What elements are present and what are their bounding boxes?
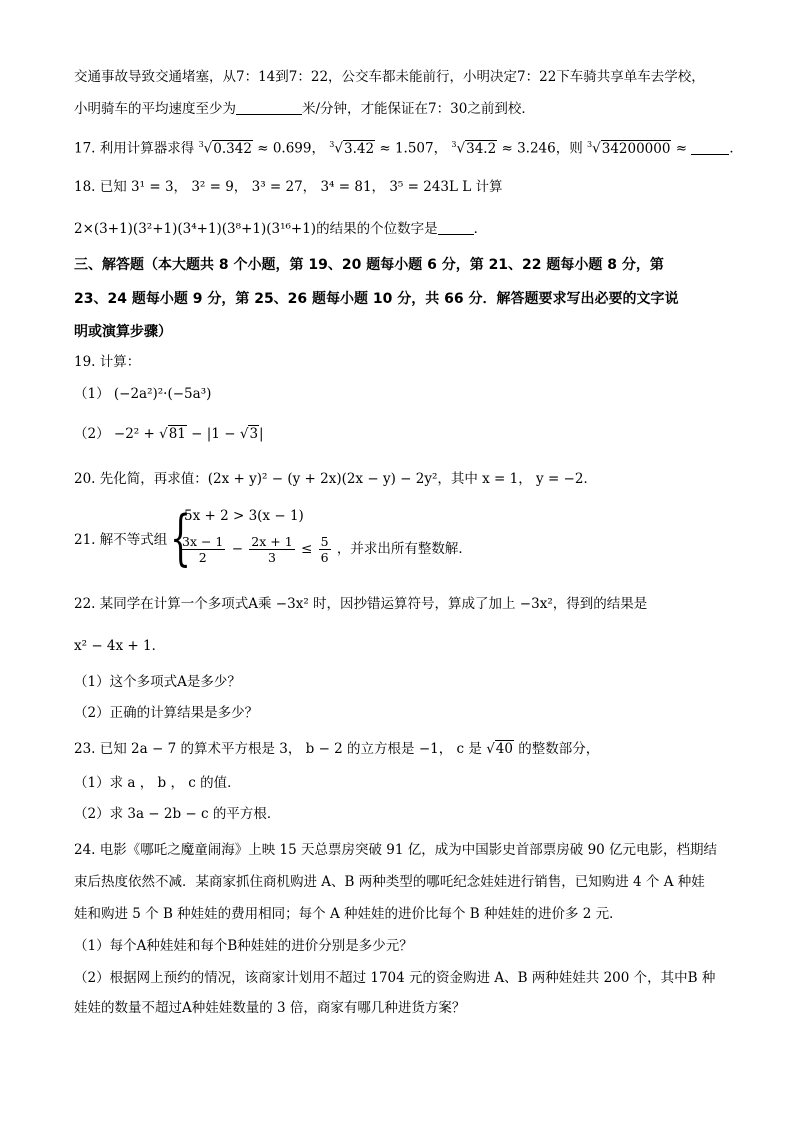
radicand-3: 34.2 — [466, 140, 497, 157]
problem-24-q1: （1）每个A种娃娃和每个B种娃娃的进价分别是多少元？ — [74, 938, 413, 954]
problem-20: 20. 先化简，再求值：(2x + y)² − (y + 2x)(2x − y) − 2y²，其中 x = 1， y = −2． — [74, 471, 597, 487]
problem-24-q2-line-1: （2）根据网上预约的情况，该商家计划用不超过 1704 元的资金购进 A、B 两种娃娃共 200 个，其中B 种 — [74, 970, 716, 986]
inequality-1: 5x + 2 > 3(x − 1) — [184, 508, 304, 524]
problem-23-tail: 的整数部分， — [513, 741, 600, 757]
value-1: ≈ 0.699， — [257, 140, 325, 157]
q2-end: | — [259, 426, 264, 442]
section-3-heading-line-3: 明或演算步骤） — [74, 324, 172, 340]
problem-18-line-2 — [74, 219, 487, 239]
problem-23-line-1: 23. 已知 2a − 7 的算术平方根是 3， b − 2 的立方根是 −1， c 是 √40 的整数部分， — [74, 741, 600, 757]
problem-18-line-1: 18. 已知 3¹ = 3， 3² = 9， 3³ = 27， 3⁴ = 81， 3⁵ = 243L L 计算 — [74, 179, 503, 195]
q2-radicand: 81 — [168, 426, 186, 442]
left-brace-icon: { — [170, 503, 192, 573]
problem-16-text-b: 米/分钟，才能保证在7：30之前到校． — [302, 101, 535, 117]
problem-16-line-1: 交通事故导致交通堵塞，从7：14到7：22，公交车都未能前行，小明决定7：22下车骑共享单车去学校， — [74, 69, 705, 85]
problem-22-q2: （2）正确的计算结果是多少？ — [74, 705, 259, 721]
problem-16-line-2 — [74, 99, 535, 119]
q2-lead: （2） −2² + — [74, 426, 160, 442]
q2-mid: − |1 − — [186, 426, 240, 442]
value-4: ≈ — [675, 140, 688, 157]
problem-18-end: ． — [473, 221, 488, 237]
problem-18-tail: 的结果的个位数字是 — [316, 221, 438, 237]
problem-19-title: 19. 计算： — [74, 354, 141, 370]
problem-24-line-3: 娃和购进 5 个 B 种娃娃的费用相同；每个 A 种娃娃的进价比每个 B 种娃娃的进价多 2 元． — [74, 906, 623, 922]
problem-23-q2: （2）求 3a − 2b − c 的平方根． — [74, 806, 281, 822]
problem-18-expression: 2×(3+1)(3²+1)(3⁴+1)(3⁸+1)(3¹⁶+1) — [74, 221, 317, 237]
radicand-4: 34200000 — [601, 140, 671, 157]
problem-23-lead: 23. 已知 2a − 7 的算术平方根是 3， b − 2 的立方根是 −1， c 是 — [74, 741, 487, 757]
problem-22-q1: （1）这个多项式A是多少？ — [74, 674, 241, 690]
value-3: ≈ 3.246，则 — [501, 140, 583, 157]
problem-23-radicand: 40 — [495, 741, 513, 757]
minus-sign: − — [231, 541, 243, 557]
problem-24-line-1: 24. 电影《哪吒之魔童闹海》上映 15 天总票房突破 91 亿，成为中国影史首部票房破 90 亿元电影，档期结 — [74, 842, 718, 858]
fraction-3: $\frac{5}{6}$ — [320, 534, 329, 565]
problem-19-q1: （1） (−2a²)²·(−5a³) — [74, 386, 212, 402]
radicand-2: 3.42 — [343, 140, 375, 157]
problem-16-text-a: 小明骑车的平均速度至少为 — [74, 101, 236, 117]
problem-22-line-1: 22. 某同学在计算一个多项式A乘 −3x² 时，因抄错运算符号，算成了加上 −3x²，得到的结果是 — [74, 596, 648, 612]
problem-17: 17. 利用计算器求得 $^3$√0.342 ≈ 0.699， $^3$√3.42 ≈ 1.507， $^3$√34.2 ≈ 3.246，则 $^3$√34200000 ≈ ． — [74, 140, 743, 157]
section-3-heading-line-1: 三、解答题（本大题共 8 个小题，第 19、20 题每小题 6 分，第 21、22 题每小题 8 分，第 — [74, 257, 664, 273]
section-3-heading-line-2: 23、24 题每小题 9 分，第 25、26 题每小题 10 分，共 66 分．解答题要求写出必要的文字说 — [74, 291, 679, 307]
problem-22-line-2: x² − 4x + 1． — [74, 638, 166, 654]
problem-17-lead: 17. 利用计算器求得 — [74, 140, 195, 157]
problem-17-end: ． — [729, 140, 743, 157]
problem-24-line-2: 束后热度依然不减．某商家抓住商机购进 A、B 两种类型的哪吒纪念娃娃进行销售，已知购进 4 个 A 种娃 — [74, 874, 705, 890]
le-sign: ≤ — [300, 541, 313, 557]
inequality-system — [170, 503, 472, 574]
answer-blank — [438, 220, 474, 235]
fraction-1: $\frac{3x - 1}{2}$ — [182, 534, 224, 565]
answer-blank — [691, 140, 729, 155]
problem-24-q2-line-2: 娃娃的数量不超过A种娃娃数量的 3 倍，商家有哪几种进货方案？ — [74, 1000, 466, 1016]
problem-21-tail: ，并求出所有整数解． — [336, 541, 472, 557]
problem-23-q1: （1）求 a ， b ， c 的值． — [74, 775, 241, 791]
value-2: ≈ 1.507， — [379, 140, 448, 157]
answer-blank — [236, 100, 302, 115]
radicand-1: 0.342 — [213, 140, 252, 157]
inequality-2 — [178, 534, 472, 565]
fraction-2: $\frac{2x + 1}{3}$ — [251, 534, 293, 565]
problem-21-label: 21. 解不等式组 — [74, 532, 168, 548]
problem-19-q2: （2） −2² + √81 − |1 − √3| — [74, 426, 264, 442]
q2-radicand-2: 3 — [249, 426, 259, 442]
